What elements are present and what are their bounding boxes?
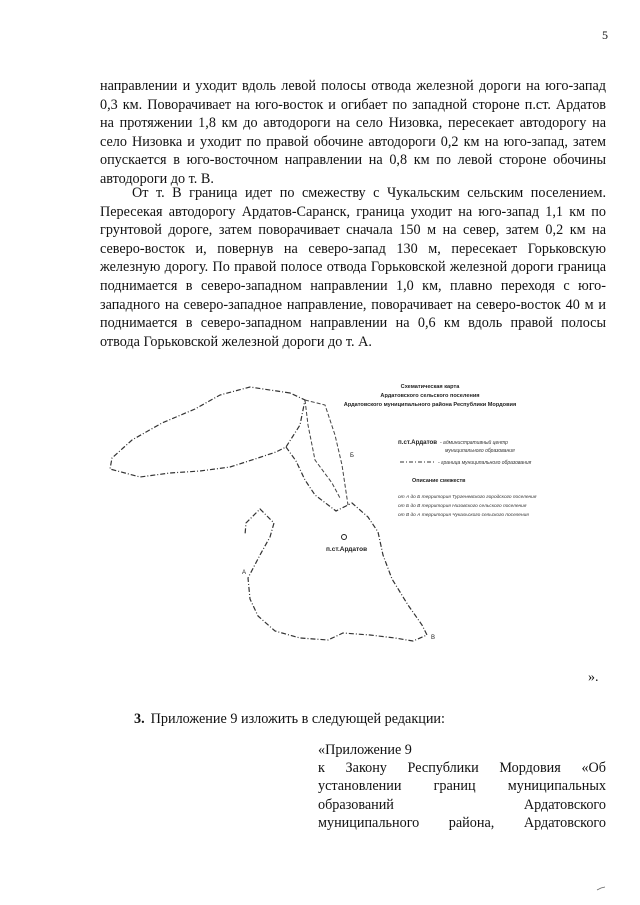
scan-mark-icon <box>596 886 606 891</box>
appendix-line-3: установлении границ муниципальных <box>318 778 606 795</box>
appendix-line-5: муниципального района, Ардатовского <box>318 814 606 831</box>
schematic-map <box>100 365 600 665</box>
municipal-boundary <box>110 387 305 477</box>
point-b-label: Б <box>350 453 354 459</box>
legend-boundary-desc: - граница муниципального образования <box>438 460 532 466</box>
adjacency-line-2: от Б до В территория Низовского сельского поселения <box>398 504 527 509</box>
map-title-3: Ардатовского муниципального района Республики Мордовия <box>343 402 517 408</box>
appendix-line-1: «Приложение 9 <box>318 742 412 758</box>
paragraph-2: От т. В граница идет по смежеству с Чукальским сельским поселением. Пересекая автодорогу Ардатов-Саранск, граница уходит на юго-запад 1,1 км по грунтовой дороге, затем поворачивает сначала 150 м на север, затем 0,2 км на северо-восток и, повернув на северо-запад 130 м, пересекает Горьковскую железную дорогу. По правой полосе отвода Горьковской железной дороги граница поднимается в северо-западном направлении 1,0 км, плавно переходя с юго-западного на северо-западное направление, поворачивает на северо-восток 40 м и поднимается в северо-западном направлении на 0,6 км вдоль правой полосы отвода Горьковской железной дороги до т. А. <box>100 185 606 350</box>
closing-quote: ». <box>588 670 599 685</box>
legend-center-label: п.ст.Ардатов <box>398 439 438 446</box>
adjacency-line-3: от В до А территория Чукальского сельского поселения <box>398 513 529 518</box>
item-3-number: 3. <box>134 711 145 727</box>
adjacency-line-1: от А до Б территория Тургеневского городского поселения <box>398 495 537 500</box>
legend-center-desc2: муниципального образования <box>445 448 515 454</box>
appendix-line-2: к Закону Республики Мордовия «Об <box>318 760 606 777</box>
map-title-2: Ардатовского сельского поселения <box>380 393 480 399</box>
railway-corridor <box>305 400 348 505</box>
adjacency-header: Описание смежеств <box>412 478 466 484</box>
legend-center-desc: - административный центр <box>440 440 508 446</box>
item-3-text: Приложение 9 изложить в следующей редакции: <box>150 711 445 727</box>
appendix-heading <box>318 741 606 832</box>
page-number: 5 <box>602 28 608 42</box>
point-a-label: А <box>242 570 247 576</box>
appendix-line-4: образований Ардатовского <box>318 796 606 813</box>
paragraph-1: направлении и уходит вдоль левой полосы отвода железной дороги на юго-запад 0,3 км. Поворачивает на юго-восток и огибает по западной стороне п.ст. Ардатов на протяжении 1,8 км до автодороги на село Низовка, пересекает автодорогу на село Низовка и уходит по правой обочине автодороги 0,2 км на юго-запад, затем опускается в юго-восточном направлении на 0,8 км по левой стороне обочины автодороги до т. В. <box>100 78 606 187</box>
municipal-boundary-main <box>245 447 427 641</box>
item-3 <box>134 711 445 728</box>
map-title-1: Схематическая карта <box>400 384 460 390</box>
town-label: п.ст.Ардатов <box>326 546 368 553</box>
town-marker-icon <box>342 535 347 540</box>
point-v-label: В <box>431 635 436 641</box>
